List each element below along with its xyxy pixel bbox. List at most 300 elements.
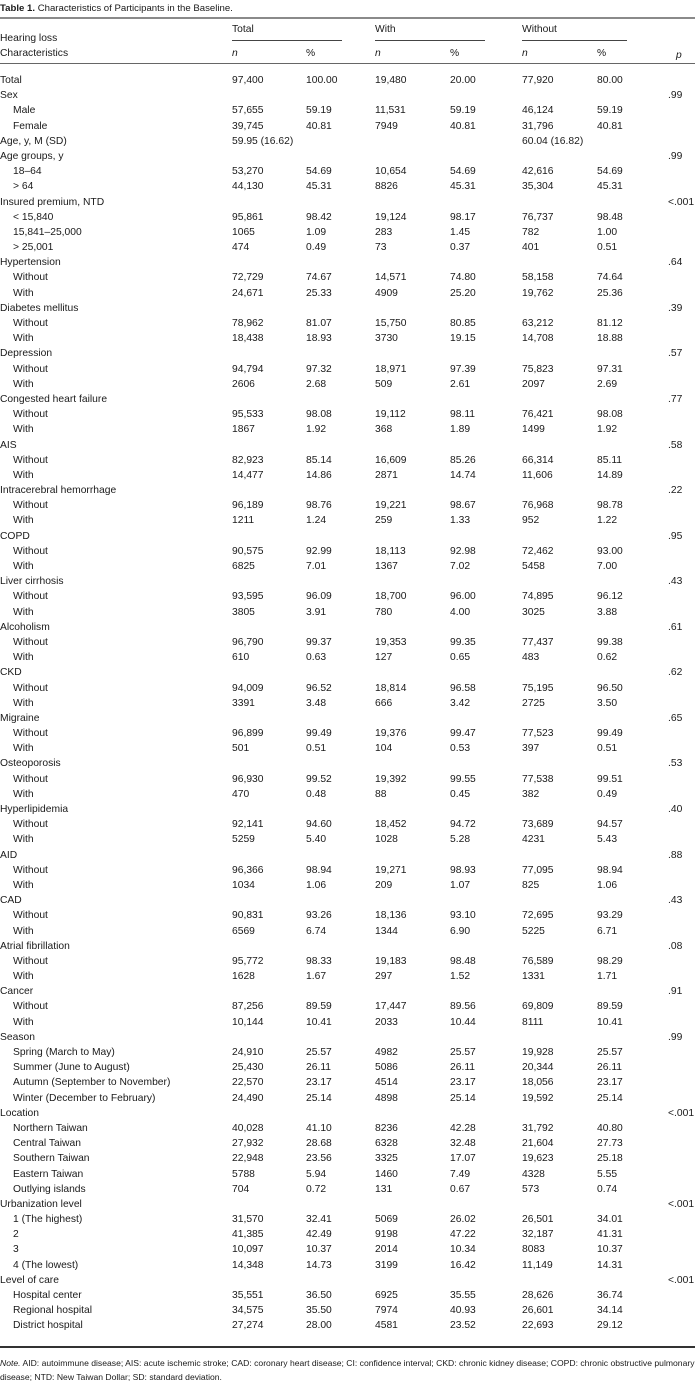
table-row [0,1075,695,1090]
row-label: Without [13,910,48,922]
with-n: 14,571 [375,272,407,284]
without-pct: 34.01 [597,1214,623,1226]
with-n: 666 [375,697,393,709]
row-label: With [13,515,34,527]
without-pct: 99.49 [597,728,623,740]
without-pct: 99.51 [597,773,623,785]
with-pct: 89.56 [450,1001,476,1013]
with-pct: 23.52 [450,1320,476,1332]
row-label: Central Taiwan [13,1138,81,1150]
col-header-total-n: n [232,48,238,59]
without-n: 782 [522,226,540,238]
without-pct: 98.94 [597,864,623,876]
total-n: 39,745 [232,120,264,132]
total-n: 92,141 [232,819,264,831]
with-n: 19,112 [375,409,406,421]
with-n: 5086 [375,1062,398,1074]
row-label: Without [13,318,48,329]
with-pct: 0.37 [450,242,471,254]
with-n: 509 [375,378,393,390]
without-n: 75,823 [522,363,554,375]
row-label: Without [13,819,48,831]
row-label: Osteoporosis [0,758,61,770]
row-label: Depression [0,348,53,360]
table-body [0,73,695,1334]
total-pct: 3.48 [306,697,327,709]
without-n: 4328 [522,1168,545,1180]
row-label: With [13,561,34,572]
with-pct: 97.39 [450,363,476,375]
with-pct: 25.57 [450,1047,476,1058]
without-pct: 5.55 [597,1168,618,1180]
table-row [0,681,695,696]
p-value: .99 [668,90,683,102]
table-row [0,438,695,453]
total-n: 94,794 [232,363,264,375]
row-label: Total [0,75,22,86]
without-pct: 99.38 [597,636,623,648]
total-n: 34,575 [232,1305,264,1317]
row-label: With [13,378,34,390]
row-header-line2: Characteristics [0,48,69,59]
without-n: 382 [522,788,540,800]
table-row [0,924,695,939]
table-row [0,1106,695,1121]
table-row [0,1182,695,1197]
without-n: 19,762 [522,287,554,299]
row-label: 2 [13,1229,19,1241]
total-n: 22,570 [232,1077,264,1089]
without-pct: 41.31 [597,1229,623,1241]
row-label: Without [13,682,48,694]
without-n: 58,158 [522,272,554,284]
row-label: With [13,424,34,436]
col-header-with-pct: % [450,48,460,59]
total-n: 470 [232,788,250,800]
table-row [0,589,695,604]
with-n: 8826 [375,181,398,193]
table-row [0,863,695,878]
col-header-without-pct: % [597,48,607,59]
table-row [0,1273,695,1288]
total-pct: 1.06 [306,879,327,891]
with-n: 3730 [375,333,398,345]
without-pct: 29.12 [597,1320,623,1332]
p-value: .58 [668,439,683,451]
row-label: With [13,697,34,709]
table-row [0,483,695,498]
without-n: 573 [522,1183,540,1195]
total-pct: 14.73 [306,1259,332,1271]
without-n: 22,693 [522,1320,554,1332]
total-pct: 93.26 [306,910,332,922]
row-label: Atrial fibrillation [0,940,70,952]
total-n: 704 [232,1183,250,1195]
p-value: .64 [668,257,683,269]
row-label: Without [13,545,48,557]
without-pct: 0.62 [597,652,618,664]
with-pct: 0.65 [450,652,471,664]
table-row [0,665,695,680]
with-n: 17,447 [375,1001,407,1013]
with-pct: 98.93 [450,864,476,876]
without-pct: 93.29 [597,910,623,922]
table-row [0,210,695,225]
total-n: 24,910 [232,1047,264,1058]
row-label: 18–64 [13,166,42,178]
total-pct: 25.33 [306,287,332,299]
row-label: < 15,840 [13,211,54,223]
total-n: 95,533 [232,409,264,421]
without-pct: 23.17 [597,1077,623,1089]
row-label: Without [13,591,48,603]
table-row [0,73,695,88]
total-pct: 1.92 [306,424,327,436]
row-label: Intracerebral hemorrhage [0,485,117,497]
without-pct: 40.80 [597,1122,623,1134]
table-row [0,1060,695,1075]
with-n: 1344 [375,925,398,937]
without-pct: 89.59 [597,1001,623,1013]
with-n: 104 [375,743,393,755]
with-pct: 98.17 [450,211,476,223]
total-pct: 96.52 [306,682,332,694]
table-title [0,3,233,14]
total-pct: 32.41 [306,1214,332,1226]
row-label: AIS [0,439,17,451]
total-pct: 42.49 [306,1229,332,1241]
total-pct: 0.51 [306,743,327,755]
with-pct: 93.10 [450,910,476,922]
without-pct: 0.74 [597,1183,618,1195]
with-pct: 1.33 [450,515,471,527]
with-pct: 5.28 [450,834,471,846]
without-n: 28,626 [522,1290,554,1301]
row-label: Autumn (September to November) [13,1077,171,1089]
with-n: 73 [375,242,387,254]
without-n: 35,304 [522,181,554,193]
table-row [0,1318,695,1333]
with-pct: 98.67 [450,500,476,512]
table-row [0,635,695,650]
with-n: 10,654 [375,166,407,178]
without-n: 75,195 [522,682,554,694]
table-row [0,422,695,437]
row-label: Northern Taiwan [13,1122,88,1134]
with-pct: 23.17 [450,1077,476,1089]
row-label: Hospital center [13,1290,82,1301]
total-pct: 35.50 [306,1305,332,1317]
table-row [0,134,695,149]
without-pct: 0.51 [597,743,618,755]
table-row [0,1091,695,1106]
p-value: .99 [668,150,683,162]
without-pct: 14.31 [597,1259,623,1271]
row-label: With [13,469,34,481]
row-label: With [13,287,34,299]
with-pct: 45.31 [450,181,476,193]
with-pct: 0.67 [450,1183,471,1195]
with-pct: 85.26 [450,454,476,466]
total-n: 501 [232,743,250,755]
row-label: Without [13,363,48,375]
table-row [0,255,695,270]
without-n: 825 [522,879,540,891]
row-label: Eastern Taiwan [13,1168,84,1180]
total-n: 53,270 [232,166,264,178]
with-n: 18,113 [375,545,406,557]
total-n: 31,570 [232,1214,264,1226]
without-pct: 98.29 [597,955,623,967]
bottom-rule [0,1346,695,1348]
group-header-without: Without [522,24,557,35]
total-n: 10,097 [232,1244,264,1256]
p-value: <.001 [668,1107,695,1119]
with-n: 88 [375,788,387,800]
p-value: .77 [668,393,683,405]
with-pct: 4.00 [450,606,471,618]
with-pct: 6.90 [450,925,471,937]
with-pct: 92.98 [450,545,476,557]
total-pct: 14.86 [306,469,332,481]
table-row [0,1030,695,1045]
table-row [0,179,695,194]
p-value: .61 [668,621,683,633]
with-n: 4898 [375,1092,398,1104]
table-row [0,802,695,817]
without-n: 60.04 (16.82) [522,135,584,147]
without-n: 2725 [522,697,545,709]
without-n: 31,796 [522,120,554,132]
total-pct: 41.10 [306,1122,332,1134]
without-n: 5458 [522,561,545,572]
row-label: With [13,652,34,664]
with-n: 209 [375,879,393,891]
without-pct: 98.78 [597,500,623,512]
total-n: 3805 [232,606,255,618]
without-pct: 10.41 [597,1016,623,1028]
row-label: Without [13,636,48,648]
row-label: CAD [0,895,22,907]
with-pct: 26.11 [450,1062,476,1074]
table-label: Table 1. [0,3,36,14]
p-value: .95 [668,530,683,542]
total-n: 18,438 [232,333,264,345]
with-n: 2014 [375,1244,398,1256]
table-row [0,908,695,923]
table-row [0,1197,695,1212]
total-pct: 97.32 [306,363,332,375]
without-pct: 3.88 [597,606,618,618]
with-n: 3199 [375,1259,398,1271]
table-row [0,529,695,544]
table-caption: Characteristics of Participants in the Baseline. [37,3,233,14]
total-n: 2606 [232,378,255,390]
table-row [0,1121,695,1136]
without-n: 8111 [522,1016,544,1028]
row-label: With [13,834,34,846]
total-pct: 36.50 [306,1290,332,1301]
table-row [0,103,695,118]
without-pct: 98.08 [597,409,623,421]
without-n: 19,623 [522,1153,554,1165]
group-header-total: Total [232,24,254,35]
without-n: 31,792 [522,1122,554,1134]
p-value: .43 [668,895,683,907]
total-n: 72,729 [232,272,264,284]
without-pct: 45.31 [597,181,623,193]
with-pct: 80.85 [450,318,476,329]
without-n: 76,968 [522,500,554,512]
total-pct: 74.67 [306,272,332,284]
without-pct: 97.31 [597,363,623,375]
without-n: 11,606 [522,469,553,481]
without-pct: 36.74 [597,1290,623,1301]
row-label: Outlying islands [13,1183,86,1195]
table-row [0,1167,695,1182]
without-n: 42,616 [522,166,554,178]
without-pct: 98.48 [597,211,623,223]
row-label: Hypertension [0,257,61,269]
table-row [0,969,695,984]
without-n: 32,187 [522,1229,554,1241]
with-pct: 98.48 [450,955,476,967]
with-n: 18,136 [375,910,407,922]
with-n: 297 [375,971,393,983]
table-row [0,954,695,969]
with-pct: 94.72 [450,819,476,831]
without-pct: 1.06 [597,879,618,891]
total-pct: 54.69 [306,166,332,178]
row-label: With [13,1016,34,1028]
table-row [0,119,695,134]
total-pct: 1.67 [306,971,327,983]
without-pct: 26.11 [597,1062,623,1074]
total-n: 1065 [232,226,255,238]
without-pct: 54.69 [597,166,623,178]
table-row [0,286,695,301]
total-pct: 98.76 [306,500,332,512]
total-pct: 85.14 [306,454,332,466]
table-row [0,1227,695,1242]
without-n: 397 [522,743,540,755]
p-value: .40 [668,804,683,815]
with-pct: 98.11 [450,409,476,421]
p-value: .22 [668,485,683,497]
row-label: AID [0,849,18,861]
row-label: Age, y, M (SD) [0,135,67,147]
total-n: 78,962 [232,318,264,329]
table-row [0,741,695,756]
total-pct: 99.52 [306,773,332,785]
table-row [0,331,695,346]
without-n: 77,095 [522,864,554,876]
with-pct: 42.28 [450,1122,476,1134]
total-n: 1628 [232,971,255,983]
row-label: 4 (The lowest) [13,1259,79,1271]
table-row [0,559,695,574]
row-label: Winter (December to February) [13,1092,156,1104]
table-row [0,1212,695,1227]
without-pct: 25.36 [597,287,623,299]
without-pct: 96.50 [597,682,623,694]
total-pct: 98.94 [306,864,332,876]
p-value: .57 [668,348,683,360]
total-n: 5788 [232,1168,255,1180]
table-row [0,468,695,483]
without-n: 14,708 [522,333,554,345]
without-pct: 2.69 [597,378,618,390]
p-value: .08 [668,940,683,952]
total-pct: 3.91 [306,606,327,618]
col-header-with-n: n [375,48,381,59]
with-n: 18,700 [375,591,407,603]
without-pct: 1.71 [597,971,618,983]
without-n: 5225 [522,925,545,937]
row-label: Alcoholism [0,621,50,633]
with-n: 19,124 [375,211,407,223]
with-pct: 1.45 [450,226,471,238]
table-row [0,939,695,954]
row-label: Season [0,1031,35,1043]
total-pct: 98.08 [306,409,332,421]
with-pct: 10.34 [450,1244,476,1256]
with-pct: 14.74 [450,469,476,481]
without-n: 8083 [522,1244,545,1256]
note-label: Note. [0,1358,21,1368]
without-n: 1331 [522,971,545,983]
row-label: Regional hospital [13,1305,92,1317]
total-n: 1034 [232,879,255,891]
table-row [0,893,695,908]
total-pct: 10.37 [306,1244,332,1256]
total-n: 1867 [232,424,255,436]
row-label: District hospital [13,1320,83,1332]
table-row [0,407,695,422]
without-pct: 80.00 [597,75,623,86]
row-label: Migraine [0,712,40,724]
total-n: 610 [232,652,250,664]
p-value: .39 [668,302,683,314]
total-n: 24,490 [232,1092,264,1104]
with-pct: 40.93 [450,1305,476,1317]
with-pct: 17.07 [450,1153,476,1165]
with-n: 4581 [375,1320,398,1332]
table-row [0,605,695,620]
total-pct: 92.99 [306,545,332,557]
with-pct: 10.44 [450,1016,476,1028]
without-pct: 25.14 [597,1092,623,1104]
total-pct: 23.56 [306,1153,332,1165]
total-n: 474 [232,242,250,254]
with-n: 18,452 [375,819,407,831]
row-label: Summer (June to August) [13,1062,130,1074]
with-pct: 35.55 [450,1290,476,1301]
without-pct: 0.51 [597,242,618,254]
without-n: 46,124 [522,105,554,117]
without-n: 77,523 [522,728,554,740]
with-n: 9198 [375,1229,398,1241]
total-n: 44,130 [232,181,264,193]
without-n: 72,462 [522,545,554,557]
table-row [0,787,695,802]
total-pct: 96.09 [306,591,332,603]
with-pct: 26.02 [450,1214,476,1226]
with-pct: 32.48 [450,1138,476,1150]
total-pct: 18.93 [306,333,332,345]
total-n: 40,028 [232,1122,264,1134]
total-pct: 6.74 [306,925,327,937]
